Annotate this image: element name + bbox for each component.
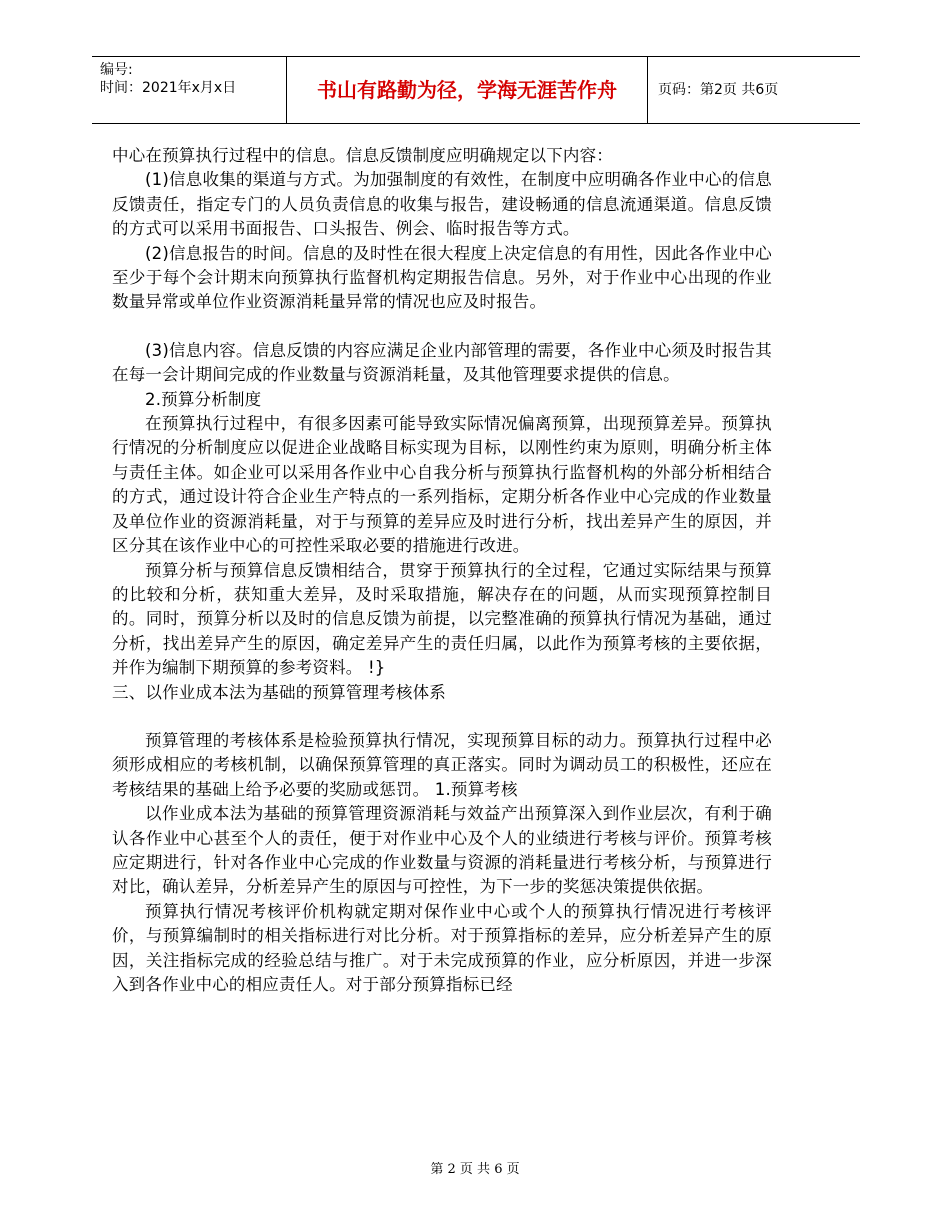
section-heading: 2.预算分析制度 bbox=[145, 389, 262, 409]
section-heading: 三、以作业成本法为基础的预算管理考核体系 bbox=[112, 682, 446, 702]
header-meta bbox=[92, 57, 287, 123]
paragraph: (3)信息内容。信息反馈的内容应满足企业内部管理的需要，各作业中心须及时报告其在每一会计期间完成的作业数量与资源消耗量，及其他管理要求提供的信息。 bbox=[112, 340, 772, 385]
paragraph: 以作业成本法为基础的预算管理资源消耗与效益产出预算深入到作业层次，有利于确认各作业中心甚至个人的责任，便于对作业中心及个人的业绩进行考核与评价。预算考核应定期进行，针对各作业中心完成的作业数量与资源的消耗量进行考核分析，与预算进行对比，确认差异，分析差异产生的原因与可控性，为下一步的奖惩决策提供依据。 bbox=[112, 804, 772, 897]
spacer bbox=[112, 705, 772, 729]
paragraph: 中心在预算执行过程中的信息。信息反馈制度应明确规定以下内容： bbox=[112, 146, 613, 165]
paragraph: (2)信息报告的时间。信息的及时性在很大程度上决定信息的有用性，因此各作业中心至少于每个会计期末向预算执行监督机构定期报告信息。另外，对于作业中心出现的作业数量异常或单位作业资源消耗量异常的情况也应及时报告。 bbox=[112, 243, 772, 312]
paragraph: 预算执行情况考核评价机构就定期对保作业中心或个人的预算执行情况进行考核评价，与预算编制时的相关指标进行对比分析。对于预算指标的差异，应分析差异产生的原因，关注指标完成的经验总结与推广。对于未完成预算的作业，应分析原因，并进一步深入到各作业中心的相应责任人。对于部分预算指标已经 bbox=[112, 901, 772, 994]
paragraph: 在预算执行过程中，有很多因素可能导致实际情况偏离预算，出现预算差异。预算执行情况的分析制度应以促进企业战略目标实现为目标，以刚性约束为原则，明确分析主体与责任主体。如企业可以采用各作业中心自我分析与预算执行监督机构的外部分析相结合的方式，通过设计符合企业生产特点的一系列指标，定期分析各作业中心完成的作业数量及单位作业的资源消耗量，对于与预算的差异应及时进行分析，找出差异产生的原因，并区分其在该作业中心的可控性采取必要的措施进行改进。 bbox=[112, 414, 772, 556]
code-label: 编号: bbox=[100, 62, 133, 78]
document-body bbox=[112, 144, 772, 997]
page-header bbox=[92, 56, 860, 124]
paragraph: 预算管理的考核体系是检验预算执行情况，实现预算目标的动力。预算执行过程中必须形成相应的考核机制，以确保预算管理的真正落实。同时为调动员工的积极性，还应在考核结果的基础上给予必要的奖励或惩罚。 1.预算考核 bbox=[112, 730, 772, 799]
paragraph: 预算分析与预算信息反馈相结合，贯穿于预算执行的全过程，它通过实际结果与预算的比较和分析，获知重大差异，及时采取措施，解决存在的问题，从而实现预算控制目的。同时，预算分析以及时的信息反馈为前提，以完整准确的预算执行情况为基础，通过分析，找出差异产生的原因，确定差异产生的责任归属，以此作为预算考核的主要依据，并作为编制下期预算的参考资料。 !} bbox=[112, 560, 772, 678]
time-label: 时间：2021年x月x日 bbox=[100, 80, 237, 96]
page-info: 页码：第2页 共6页 bbox=[658, 82, 779, 98]
header-motto: 书山有路勤为径，学海无涯苦作舟 bbox=[287, 57, 648, 123]
page-footer: 第 2 页 共 6 页 bbox=[430, 1162, 520, 1177]
paragraph: (1)信息收集的渠道与方式。为加强制度的有效性，在制度中应明确各作业中心的信息反馈责任，指定专门的人员负责信息的收集与报告，建设畅通的信息流通渠道。信息反馈的方式可以采用书面报告、口头报告、例会、临时报告等方式。 bbox=[112, 170, 772, 239]
spacer bbox=[112, 315, 772, 339]
